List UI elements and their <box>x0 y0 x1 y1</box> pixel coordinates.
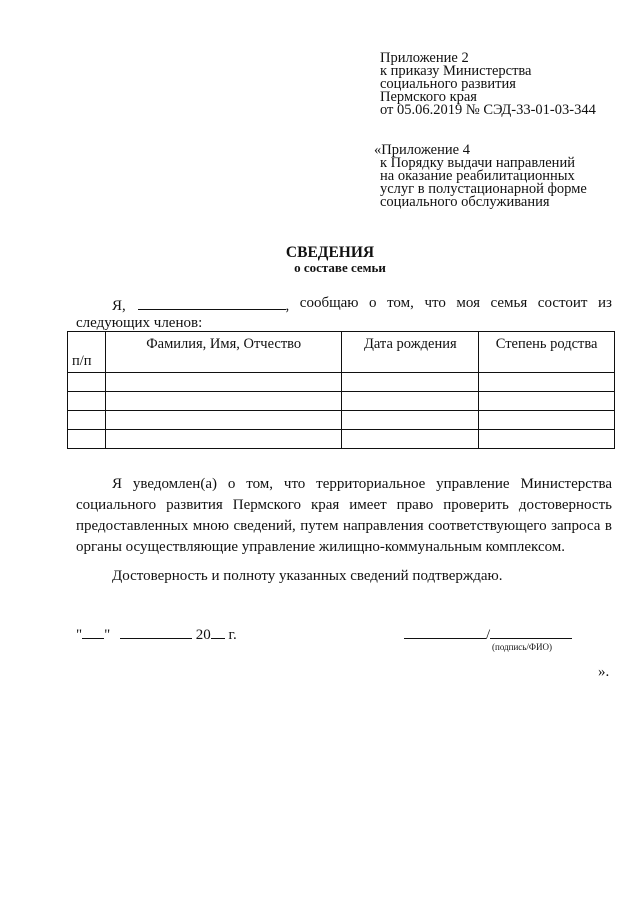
confirmation-paragraph: Достоверность и полноту указанных сведений подтверждаю. <box>112 568 503 584</box>
signature-blank[interactable] <box>404 624 486 639</box>
intro-line-2: следующих членов: <box>76 315 203 331</box>
table-row <box>68 430 615 449</box>
table-cell[interactable] <box>105 373 342 392</box>
table-cell[interactable] <box>342 392 479 411</box>
appendix-4-line: услуг в полустационарной форме <box>380 181 587 197</box>
appendix-4-line: социального обслуживания <box>380 194 550 210</box>
table-cell[interactable] <box>342 411 479 430</box>
table-cell[interactable] <box>68 392 106 411</box>
intro-word: о <box>369 295 377 311</box>
intro-word: моя <box>456 295 480 311</box>
appendix-4-header <box>374 144 587 209</box>
table-cell[interactable] <box>68 373 106 392</box>
appendix-2-line: от 05.06.2019 № СЭД-33-01-03-344 <box>380 102 596 118</box>
signature-caption: (подпись/ФИО) <box>492 642 552 652</box>
full-name-blank[interactable] <box>490 624 572 639</box>
table-cell[interactable] <box>105 411 342 430</box>
document-subtitle: о составе семьи <box>294 260 386 275</box>
table-cell[interactable] <box>342 430 479 449</box>
intro-word: состоит <box>537 295 588 311</box>
appendix-4-line: на оказание реабилитационных <box>380 168 575 184</box>
intro-pronoun: Я, , <box>112 295 289 315</box>
title-block <box>0 244 640 275</box>
signature-line: / <box>404 624 572 644</box>
family-members-table <box>67 331 615 449</box>
table-cell[interactable] <box>105 392 342 411</box>
intro-word: том, <box>387 295 414 311</box>
appendix-2-header <box>380 52 596 117</box>
table-cell[interactable] <box>479 430 615 449</box>
appendix-2-line: Пермского края <box>380 89 477 105</box>
table-cell[interactable] <box>479 411 615 430</box>
closing-mark: ». <box>598 664 610 680</box>
notice-paragraph: Я уведомлен(а) о том, что территориальное управление Министерства социального развития Пермского края имеет право проверить достоверность предоставленных мною сведений, путем направления соответствующего запроса в органы осуществляющие управление жилищно-коммунальным комплексом. <box>76 476 612 555</box>
appendix-4-line: к Порядку выдачи направлений <box>380 155 575 171</box>
table-row <box>68 392 615 411</box>
column-header-full-name: Фамилия, Имя, Отчество <box>105 332 342 373</box>
document-title: СВЕДЕНИЯ <box>285 244 375 261</box>
intro-word: семья <box>490 295 528 311</box>
appendix-2-line: к приказу Министерства <box>380 63 532 79</box>
year-blank[interactable] <box>211 624 225 639</box>
appendix-2-line: Приложение 2 <box>380 50 469 66</box>
intro-word: сообщаю <box>299 295 359 311</box>
table-cell[interactable] <box>68 430 106 449</box>
column-header-relationship: Степень родства <box>479 332 615 373</box>
table-cell[interactable] <box>479 392 615 411</box>
column-header-birth-date: Дата рождения <box>342 332 479 373</box>
table-cell[interactable] <box>105 430 342 449</box>
table-cell[interactable] <box>68 411 106 430</box>
day-blank[interactable] <box>82 624 104 639</box>
table-row <box>68 373 615 392</box>
column-header-number: п/п <box>68 332 106 373</box>
applicant-name-blank[interactable] <box>138 295 286 310</box>
appendix-4-line: «Приложение 4 <box>374 142 470 158</box>
month-blank[interactable] <box>120 624 192 639</box>
table-cell[interactable] <box>342 373 479 392</box>
table-row <box>68 411 615 430</box>
intro-word: из <box>597 295 612 311</box>
table-header-row <box>68 332 615 373</box>
appendix-2-line: социального развития <box>380 76 516 92</box>
intro-line <box>112 295 612 315</box>
intro-word: что <box>424 295 446 311</box>
table-cell[interactable] <box>479 373 615 392</box>
date-line: " " 20 г. <box>76 624 237 644</box>
